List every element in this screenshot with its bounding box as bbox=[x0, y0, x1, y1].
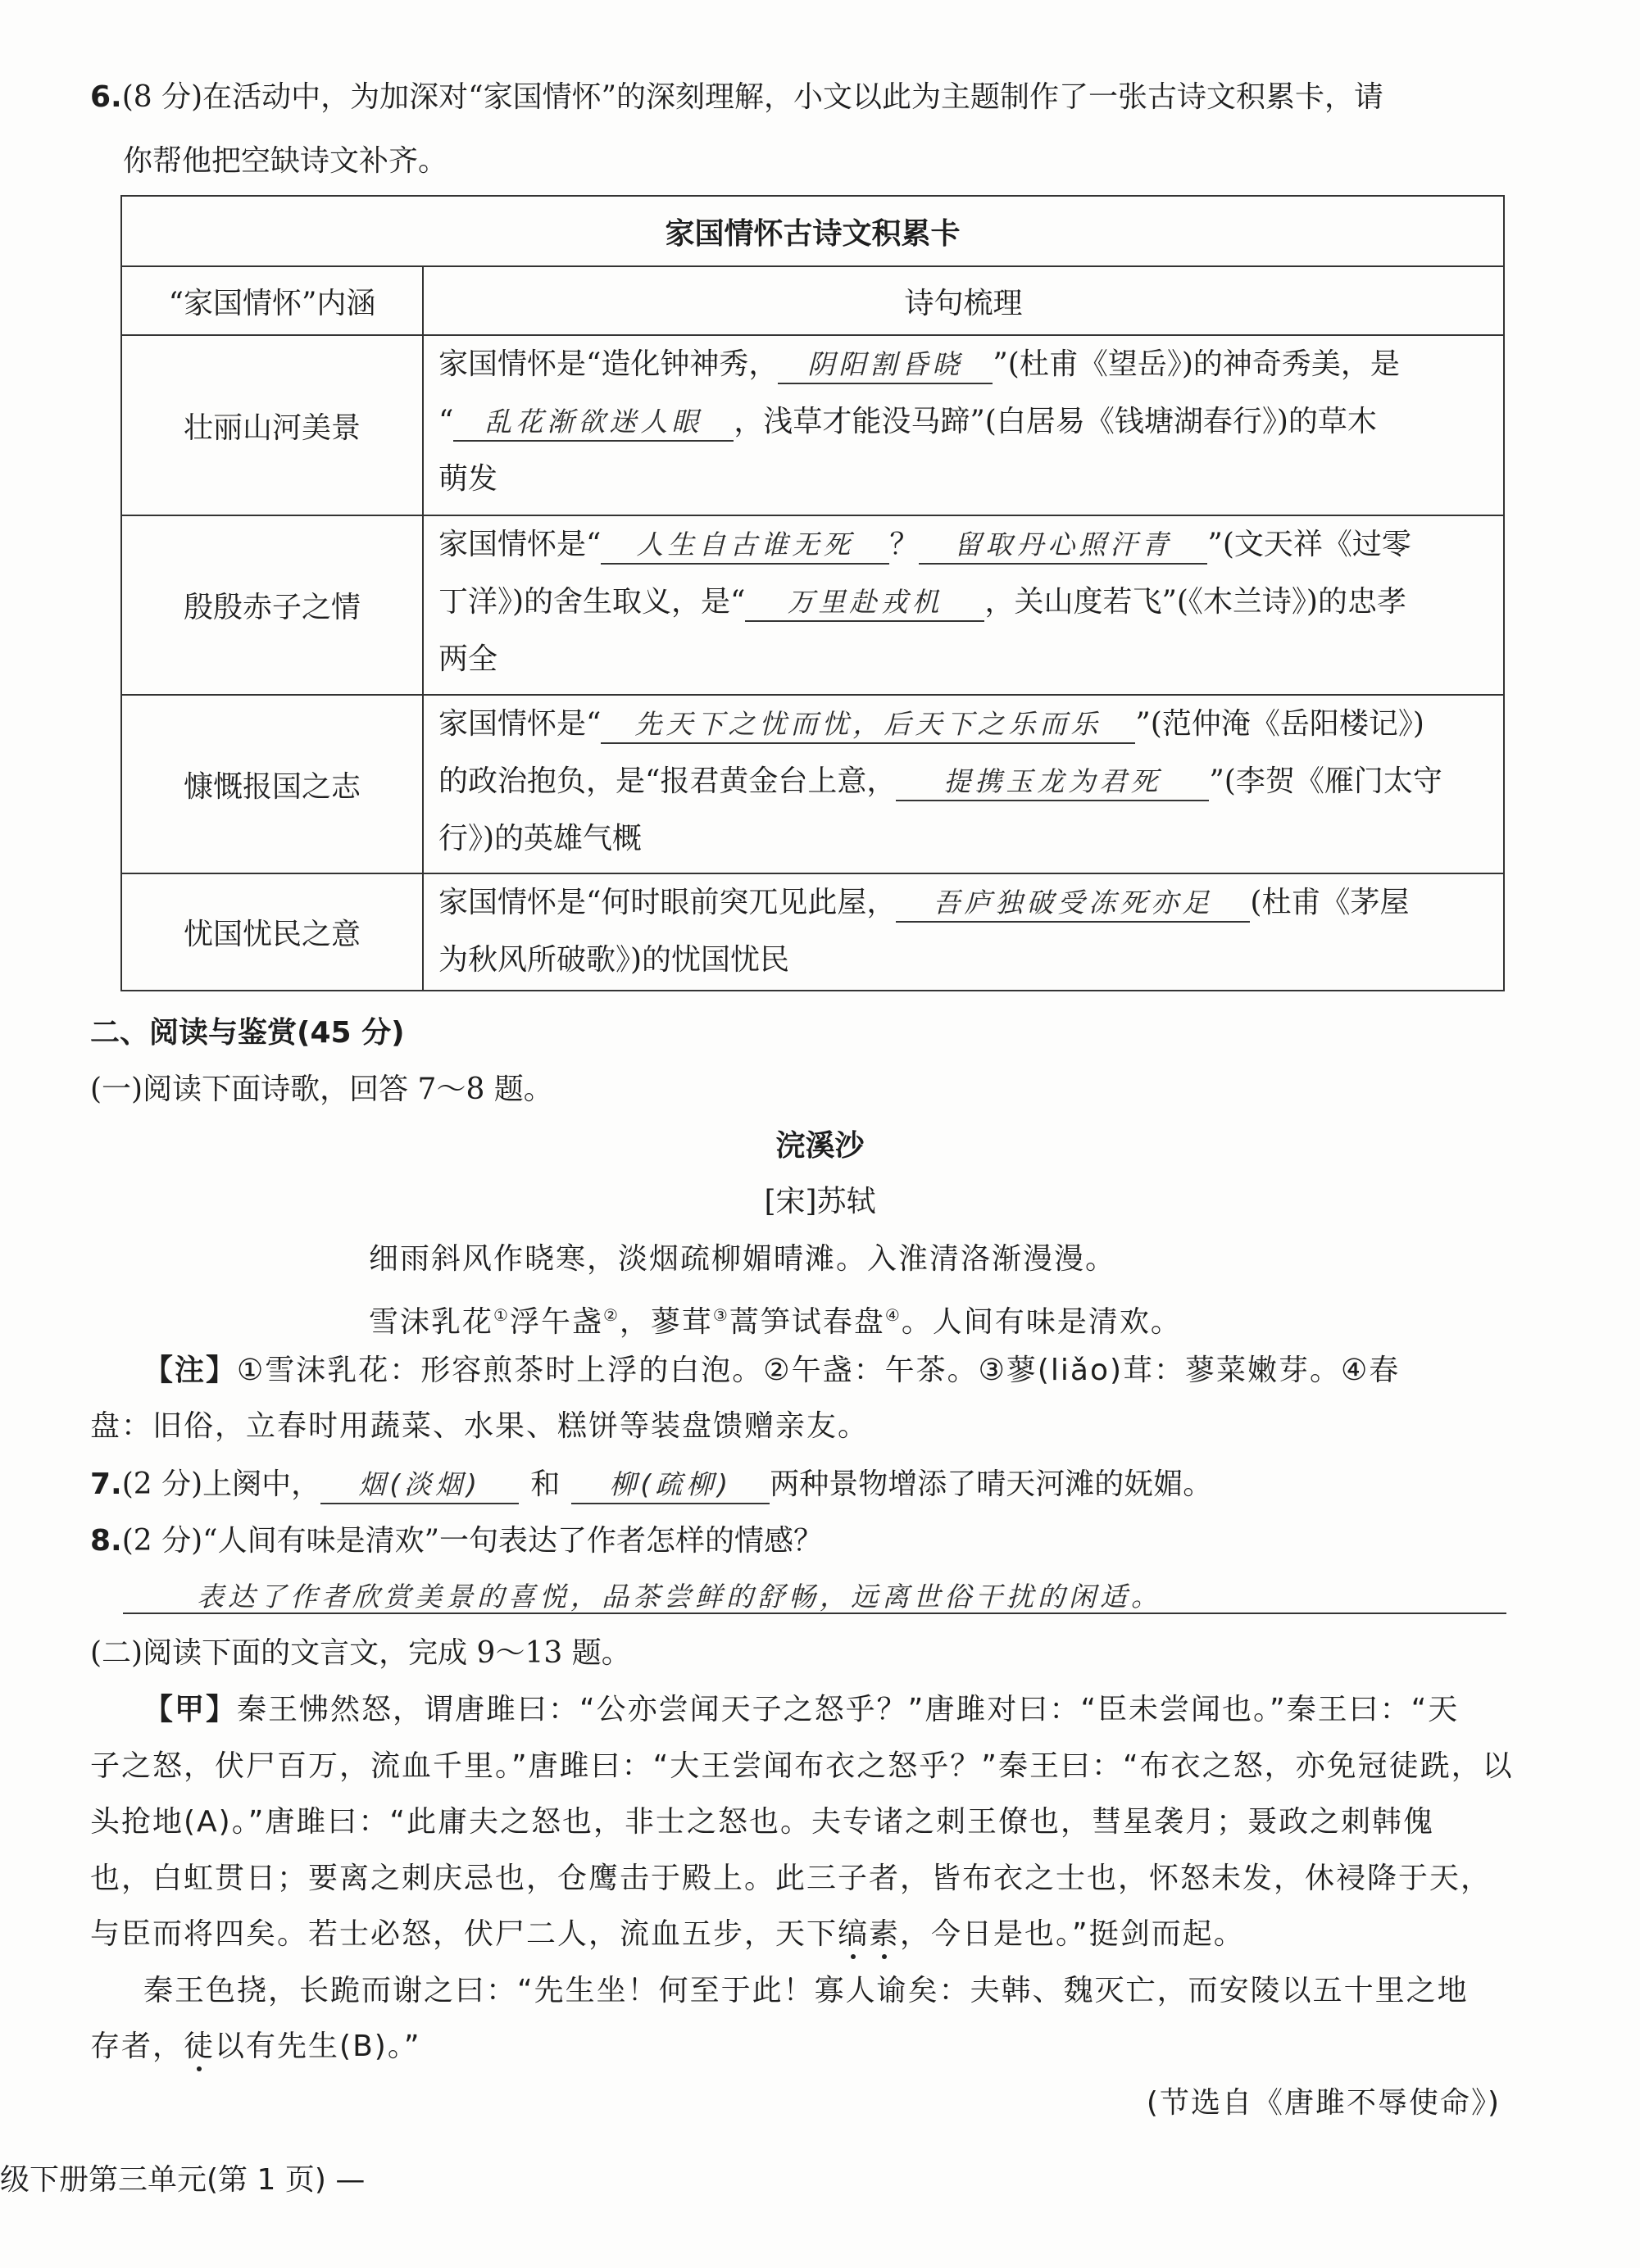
row-label-patriotism: 慷慨报国之志 bbox=[183, 769, 361, 804]
q7-line: 7.(2 分)上阕中， 烟(淡烟) 和 柳(疏柳) 两种景物增添了晴天河滩的妩媚。 bbox=[90, 1464, 1212, 1505]
passage-label: 【甲】 bbox=[143, 1693, 238, 1726]
note-line2: 盘：旧俗，立春时用蔬菜、水果、糕饼等装盘馈赠亲友。 bbox=[90, 1409, 870, 1443]
part2-intro: (二)阅读下面的文言文，完成 9～13 题。 bbox=[90, 1636, 631, 1670]
passage-source: (节选自《唐雎不辱使命》) bbox=[1146, 2086, 1501, 2120]
classical-p1-l3: 头抢地(A)。”唐雎曰：“此庸夫之怒也，非士之怒也。夫专诸之刺王僚也，彗星袭月；聂政之刺韩傀 bbox=[90, 1805, 1435, 1839]
accumulation-card-table bbox=[120, 195, 1505, 991]
answer-blank: 留取丹心照汗青 bbox=[919, 527, 1207, 565]
note-label: 【注】 bbox=[143, 1354, 238, 1387]
answer-line bbox=[123, 1613, 1506, 1614]
row-content-concern: 家国情怀是“何时眼前突兀见此屋， 吾庐独破受冻死亦足 (杜甫《茅屋 为秋风所破歌》)的忧国忧民 bbox=[438, 886, 1410, 977]
answer-blank: 乱花渐欲迷人眼 bbox=[453, 404, 734, 442]
classical-p1-l5: 与臣而将四矣。若士必怒，伏尸二人，流血五步，天下缟素，今日是也。”挺剑而起。 bbox=[90, 1917, 1245, 1951]
col-header-verses: 诗句梳理 bbox=[904, 286, 1023, 320]
q8-answer: 表达了作者欣赏美景的喜悦，品茶尝鲜的舒畅，远离世俗干扰的闲适。 bbox=[197, 1581, 1162, 1613]
row-label-landscape: 壮丽山河美景 bbox=[183, 411, 361, 445]
classical-p2-l2: 存者，徒以有先生(B)。” bbox=[90, 2030, 421, 2063]
answer-blank: 柳(疏柳) bbox=[571, 1467, 770, 1504]
poem-line2: 雪沫乳花①浮午盏②，蓼茸③蒿笋试春盘④。人间有味是清欢。 bbox=[369, 1305, 1182, 1339]
emphasis-char: 缟 bbox=[838, 1917, 870, 1951]
poem-author: [宋]苏轼 bbox=[764, 1185, 876, 1218]
answer-blank: 人生自古谁无死 bbox=[601, 527, 889, 565]
poem-title: 浣溪沙 bbox=[775, 1129, 865, 1163]
answer-blank: 先天下之忧而忧，后天下之乐而乐 bbox=[601, 706, 1135, 744]
answer-blank: 烟(淡烟) bbox=[320, 1467, 519, 1504]
footnote-ref: ① bbox=[493, 1305, 510, 1325]
card-title: 家国情怀古诗文积累卡 bbox=[665, 216, 961, 251]
classical-p1-l1: 【甲】秦王怫然怒，谓唐雎曰：“公亦尝闻天子之怒乎？”唐雎对曰：“臣未尝闻也。”秦王曰：“天 bbox=[143, 1693, 1460, 1726]
row-content-loyalty: 家国情怀是“ 人生自古谁无死 ？ 留取丹心照汗青 ”(文天祥《过零 丁洋》)的舍生取义，是“ 万里赴戎机 ，关山度若飞”(《木兰诗》)的忠孝 两全 bbox=[438, 528, 1411, 676]
answer-blank: 提携玉龙为君死 bbox=[896, 764, 1209, 801]
answer-blank: 吾庐独破受冻死亦足 bbox=[896, 885, 1250, 923]
footnote-ref: ④ bbox=[884, 1305, 902, 1325]
poem-line1: 细雨斜风作晓寒，淡烟疏柳媚晴滩。入淮清洛渐漫漫。 bbox=[369, 1242, 1117, 1276]
footnote-ref: ③ bbox=[712, 1305, 729, 1325]
classical-p1-l2: 子之怒，伏尸百万，流血千里。”唐雎曰：“大王尝闻布衣之怒乎？”秦王曰：“布衣之怒，亦免冠徒跣，以 bbox=[90, 1749, 1514, 1783]
row-label-concern: 忧国忧民之意 bbox=[183, 918, 361, 951]
col-header-connotation: “家国情怀”内涵 bbox=[168, 286, 376, 320]
answer-blank: 万里赴戎机 bbox=[745, 584, 984, 622]
q6-number: 6. bbox=[90, 80, 122, 114]
classical-p2-l1: 秦王色挠，长跪而谢之曰：“先生坐！何至于此！寡人谕矣：夫韩、魏灭亡，而安陵以五十里之地 bbox=[143, 1974, 1469, 2007]
footnote-ref: ② bbox=[602, 1305, 620, 1325]
emphasis-char: 徒 bbox=[184, 2030, 216, 2063]
emphasis-char: 素 bbox=[869, 1917, 901, 1951]
q6-text: (8 分)在活动中，为加深对“家国情怀”的深刻理解，小文以此为主题制作了一张古诗文积累卡，请 bbox=[121, 80, 1383, 114]
classical-p1-l4: 也，白虹贯日；要离之刺庆忌也，仓鹰击于殿上。此三子者，皆布衣之士也，怀怒未发，休祲降于天， bbox=[90, 1862, 1492, 1895]
part1-intro: (一)阅读下面诗歌，回答 7～8 题。 bbox=[90, 1073, 553, 1106]
q6-line2: 你帮他把空缺诗文补齐。 bbox=[123, 144, 448, 178]
answer-blank: 阴阳割昏晓 bbox=[778, 347, 993, 384]
q8-number: 8. bbox=[90, 1524, 122, 1558]
row-label-loyalty: 殷殷赤子之情 bbox=[183, 591, 361, 624]
section2-heading: 二、阅读与鉴赏(45 分) bbox=[90, 1016, 405, 1050]
q6-line1 bbox=[90, 77, 1383, 118]
note-line1: 【注】①雪沫乳花：形容煎茶时上浮的白泡。②午盏：午茶。③蓼(liǎo)茸：蓼菜嫩芽。④春 bbox=[143, 1354, 1401, 1387]
q7-number: 7. bbox=[90, 1467, 122, 1501]
row-content-landscape: 家国情怀是“造化钟神秀， 阴阳割昏晓 ”(杜甫《望岳》)的神奇秀美，是 “ 乱花渐欲迷人眼 ，浅草才能没马蹄”(白居易《钱塘湖春行》)的草木 萌发 bbox=[438, 347, 1400, 496]
q8-line: 8.(2 分)“人间有味是清欢”一句表达了作者怎样的情感？ bbox=[90, 1524, 823, 1558]
page-footer: 级下册第三单元(第 1 页) — bbox=[0, 2163, 366, 2197]
row-content-patriotism: 家国情怀是“ 先天下之忧而忧，后天下之乐而乐 ”(范仲淹《岳阳楼记》) 的政治抱负，是“报君黄金台上意， 提携玉龙为君死 ”(李贺《雁门太守 行》)的英雄气概 bbox=[438, 707, 1442, 855]
